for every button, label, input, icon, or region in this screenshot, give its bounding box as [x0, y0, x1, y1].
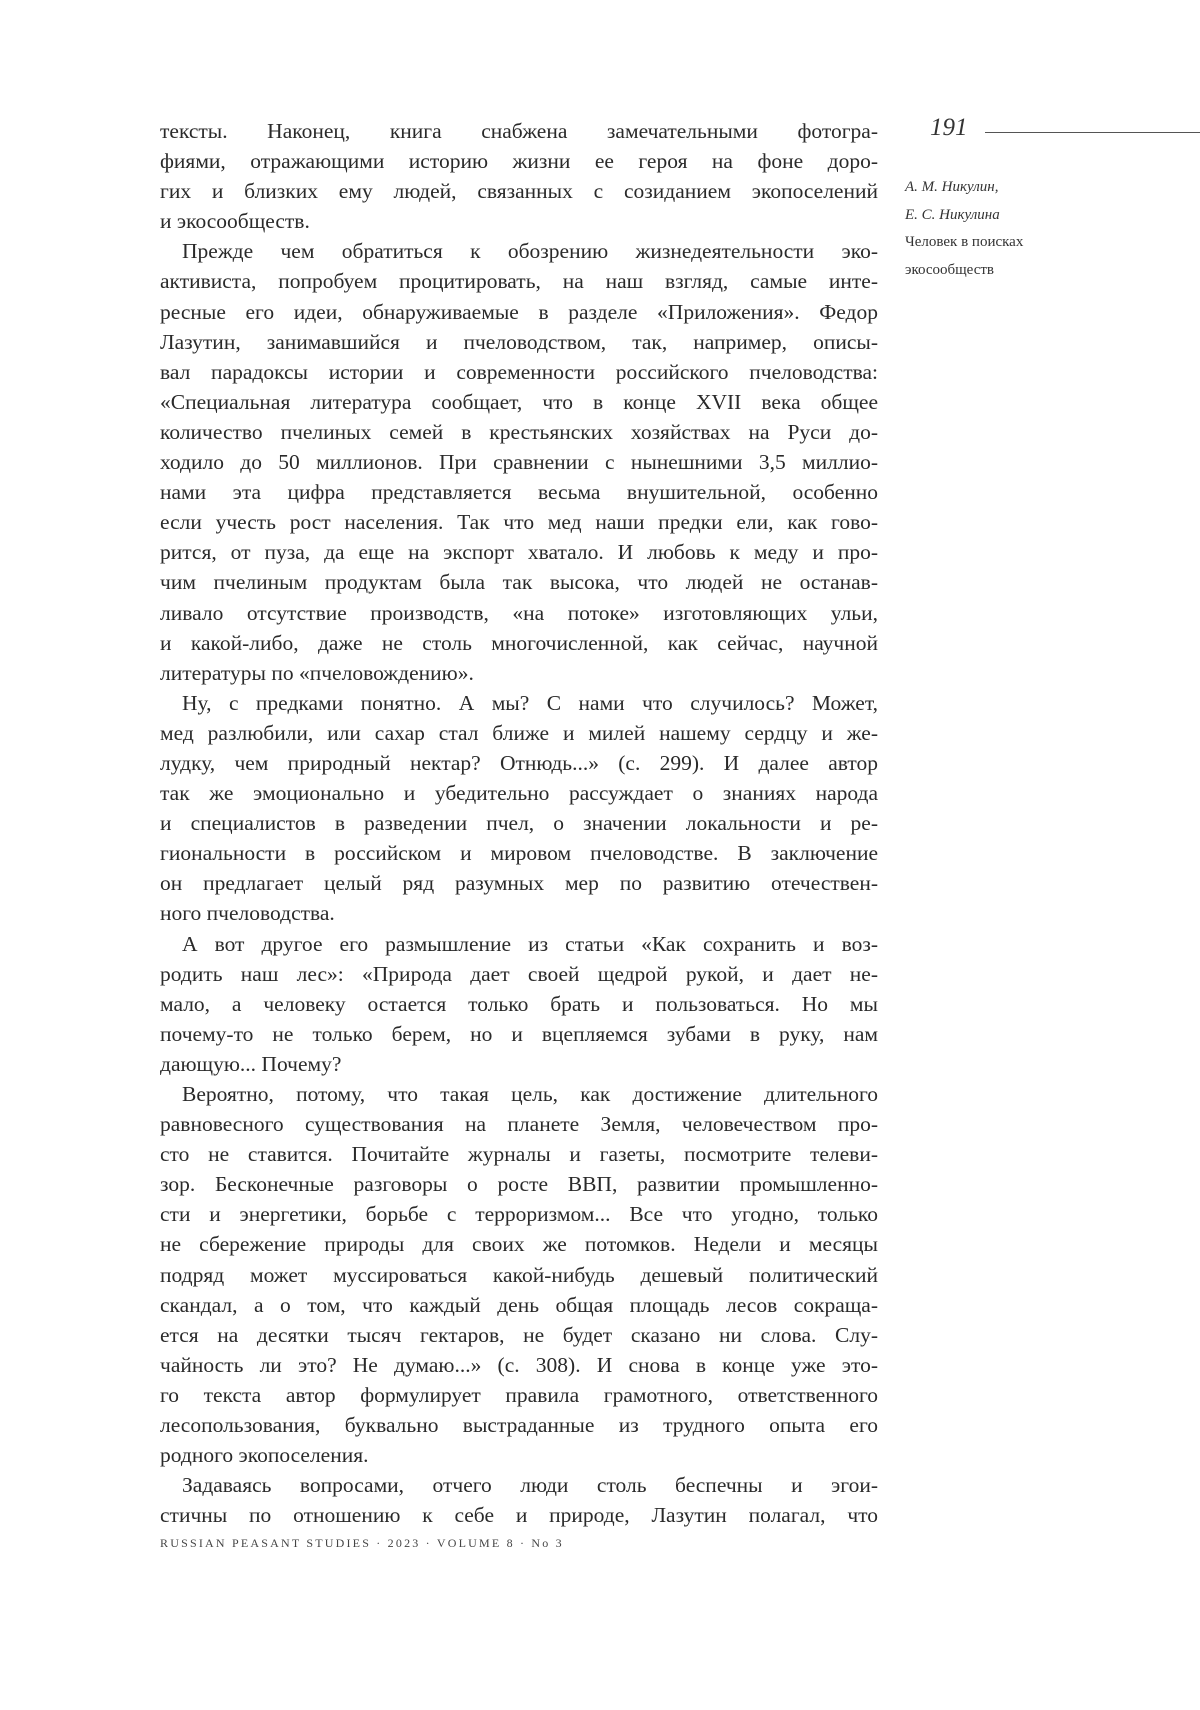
text-line: литературы по «пчеловождению». [160, 658, 878, 688]
text-line: Ну, с предками понятно. А мы? С нами что случилось? Может, [160, 688, 878, 718]
text-line: он предлагает целый ряд разумных мер по развитию отечествен- [160, 868, 878, 898]
text-line: сто не ставится. Почитайте журналы и газеты, посмотрите телеви- [160, 1139, 878, 1169]
text-line: и специалистов в разведении пчел, о значении локальности и ре- [160, 808, 878, 838]
text-line: «Специальная литература сообщает, что в конце XVII века общее [160, 387, 878, 417]
text-line: ливало отсутствие производств, «на потоке» изготовляющих ульи, [160, 598, 878, 628]
author-name: Е. С. Никулина [905, 202, 1023, 230]
header-rule [985, 132, 1200, 133]
text-line: сти и энергетики, борьбе с терроризмом... Все что угодно, только [160, 1199, 878, 1229]
text-line: рится, от пуза, да еще на экспорт хватало. И любовь к меду и про- [160, 537, 878, 567]
paragraph [160, 1079, 878, 1470]
paragraph [160, 688, 878, 929]
text-line: Прежде чем обратиться к обозрению жизнедеятельности эко- [160, 236, 878, 266]
article-title-line: Человек в поисках [905, 229, 1023, 257]
text-line: если учесть рост населения. Так что мед наши предки ели, как гово- [160, 507, 878, 537]
text-line: гих и близких ему людей, связанных с созиданием экопоселений [160, 176, 878, 206]
text-line: ходило до 50 миллионов. При сравнении с нынешними 3,5 миллио- [160, 447, 878, 477]
text-line: скандал, а о том, что каждый день общая площадь лесов сокраща- [160, 1290, 878, 1320]
author-name: А. М. Никулин, [905, 174, 1023, 202]
text-line: дающую... Почему? [160, 1049, 878, 1079]
text-line: ется на десятки тысяч гектаров, не будет сказано ни слова. Слу- [160, 1320, 878, 1350]
text-line: Лазутин, занимавшийся и пчеловодством, так, например, описы- [160, 327, 878, 357]
text-line: чайность ли это? Не думаю...» (с. 308). И снова в конце уже это- [160, 1350, 878, 1380]
text-line: ресные его идеи, обнаруживаемые в разделе «Приложения». Федор [160, 297, 878, 327]
text-line: родить наш лес»: «Природа дает своей щедрой рукой, и дает не- [160, 959, 878, 989]
text-line: тексты. Наконец, книга снабжена замечательными фотогра- [160, 116, 878, 146]
text-line: вал парадоксы истории и современности российского пчеловодства: [160, 357, 878, 387]
paragraph [160, 929, 878, 1079]
text-line: подряд может муссироваться какой-нибудь дешевый политический [160, 1260, 878, 1290]
text-line: и экосообществ. [160, 206, 878, 236]
text-line: го текста автор формулирует правила грамотного, ответственного [160, 1380, 878, 1410]
paragraph [160, 1470, 878, 1530]
journal-footer: RUSSIAN PEASANT STUDIES · 2023 · VOLUME 8 · No 3 [160, 1536, 564, 1551]
text-line: мало, а человеку остается только брать и пользоваться. Но мы [160, 989, 878, 1019]
text-line: зор. Бесконечные разговоры о росте ВВП, развитии промышленно- [160, 1169, 878, 1199]
text-line: Задаваясь вопросами, отчего люди столь беспечны и эгои- [160, 1470, 878, 1500]
text-line: лудку, чем природный нектар? Отнюдь...» (с. 299). И далее автор [160, 748, 878, 778]
page-number: 191 [930, 114, 968, 142]
article-title-line: экосообществ [905, 257, 1023, 285]
text-line: почему-то не только берем, но и вцепляемся зубами в руку, нам [160, 1019, 878, 1049]
text-line: мед разлюбили, или сахар стал ближе и милей нашему сердцу и же- [160, 718, 878, 748]
paragraph [160, 236, 878, 687]
text-line: ного пчеловодства. [160, 898, 878, 928]
text-line: активиста, попробуем процитировать, на наш взгляд, самые инте- [160, 266, 878, 296]
text-line: так же эмоционально и убедительно рассуждает о знаниях народа [160, 778, 878, 808]
text-line: Вероятно, потому, что такая цель, как достижение длительного [160, 1079, 878, 1109]
text-line: нами эта цифра представляется весьма внушительной, особенно [160, 477, 878, 507]
text-line: не сбережение природы для своих же потомков. Недели и месяцы [160, 1229, 878, 1259]
text-line: и какой-либо, даже не столь многочисленной, как сейчас, научной [160, 628, 878, 658]
text-line: родного экопоселения. [160, 1440, 878, 1470]
text-line: чим пчелиным продуктам была так высока, что людей не останав- [160, 567, 878, 597]
text-line: А вот другое его размышление из статьи «Как сохранить и воз- [160, 929, 878, 959]
paragraph [160, 116, 878, 236]
running-head-sidebar [905, 174, 1023, 284]
text-line: фиями, отражающими историю жизни ее героя на фоне доро- [160, 146, 878, 176]
text-line: гиональности в российском и мировом пчеловодстве. В заключение [160, 838, 878, 868]
body-text [160, 116, 878, 1530]
text-line: стичны по отношению к себе и природе, Лазутин полагал, что [160, 1500, 878, 1530]
text-line: равновесного существования на планете Земля, человечеством про- [160, 1109, 878, 1139]
text-line: лесопользования, буквально выстраданные из трудного опыта его [160, 1410, 878, 1440]
text-line: количество пчелиных семей в крестьянских хозяйствах на Руси до- [160, 417, 878, 447]
